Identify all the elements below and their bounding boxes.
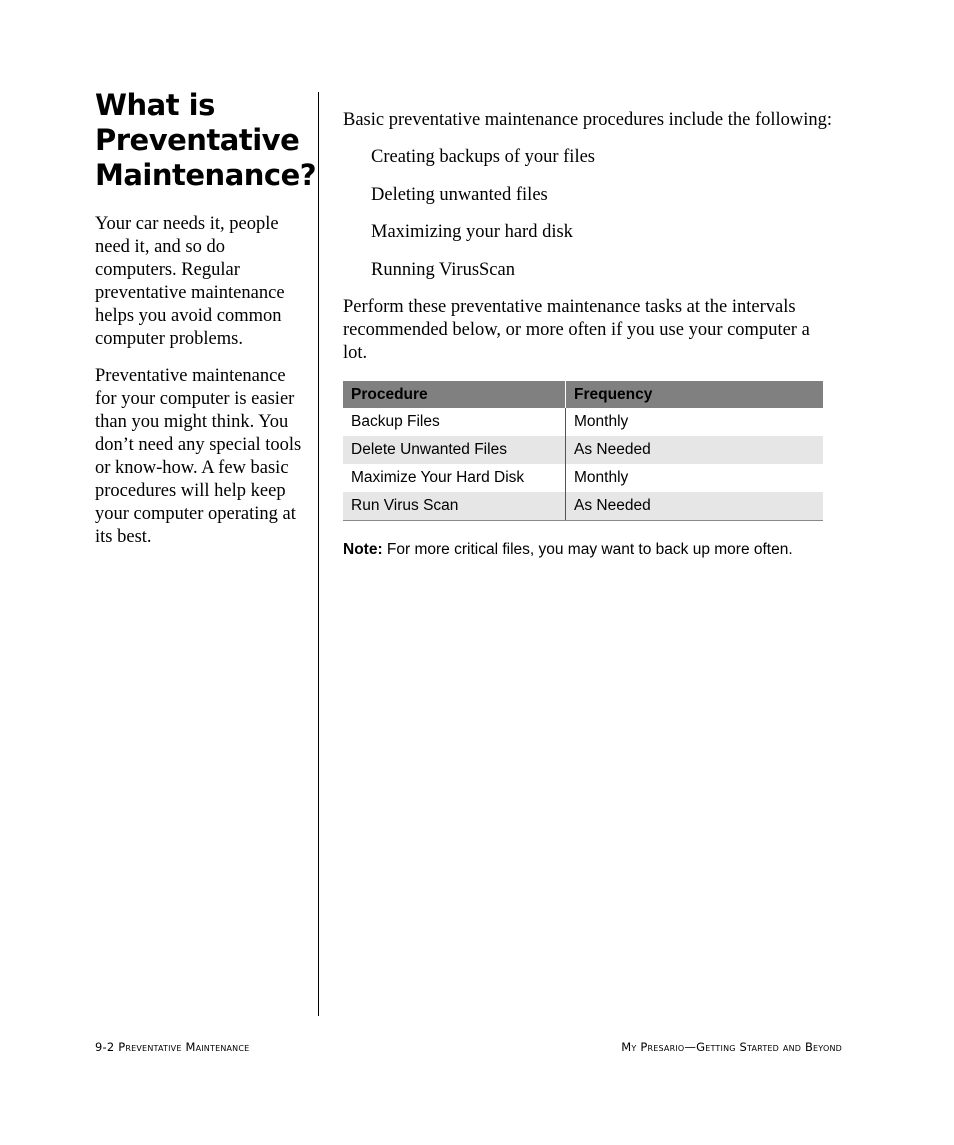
list-item: Running VirusScan (371, 259, 515, 280)
maintenance-table (343, 381, 823, 521)
sidebar-paragraph: Your car needs it, people need it, and so do computers. Regular preventative maintenance helps you avoid common computer problems. (95, 214, 285, 349)
list-item: Deleting unwanted files (371, 184, 548, 205)
column-header-procedure: Procedure (343, 381, 566, 408)
column-header-frequency: Frequency (566, 381, 824, 408)
frequency-cell: As Needed (566, 492, 824, 521)
table-row (343, 436, 823, 464)
column-divider (318, 92, 319, 1016)
list-item: Creating backups of your files (371, 147, 595, 167)
main-content (343, 109, 838, 559)
procedure-cell: Delete Unwanted Files (343, 436, 566, 464)
footer-page-label: 9-2 Preventative Maintenance (95, 1040, 250, 1054)
table-header-row (343, 381, 823, 408)
sidebar-paragraph: Preventative maintenance for your computer is easier than you might think. You don’t need any special tools or know-how. A few basic procedures will help keep your computer operating at its best. (95, 366, 302, 547)
table-row (343, 408, 823, 436)
frequency-cell: Monthly (574, 469, 629, 486)
intro-paragraph: Basic preventative maintenance procedures include the following: (343, 110, 833, 130)
procedure-cell: Backup Files (343, 408, 566, 436)
frequency-cell: As Needed (566, 436, 824, 464)
table-row (343, 492, 823, 521)
procedure-list (343, 146, 838, 282)
table-row (343, 464, 823, 492)
note (343, 541, 838, 559)
instruction-paragraph: Perform these preventative maintenance tasks at the intervals recommended below, or more often if you use your computer a lot. (343, 297, 810, 363)
sidebar (95, 88, 317, 563)
procedure-cell: Maximize Your Hard Disk (343, 464, 566, 492)
frequency-cell: Monthly (574, 413, 629, 430)
note-label: Note: (343, 541, 383, 558)
page-title: What is Preventative Maintenance? (95, 88, 317, 192)
list-item: Maximizing your hard disk (371, 222, 573, 242)
procedure-cell: Run Virus Scan (343, 492, 566, 521)
note-text: For more critical files, you may want to back up more often. (382, 541, 793, 558)
footer-book-title: My Presario—Getting Started and Beyond (621, 1040, 842, 1054)
